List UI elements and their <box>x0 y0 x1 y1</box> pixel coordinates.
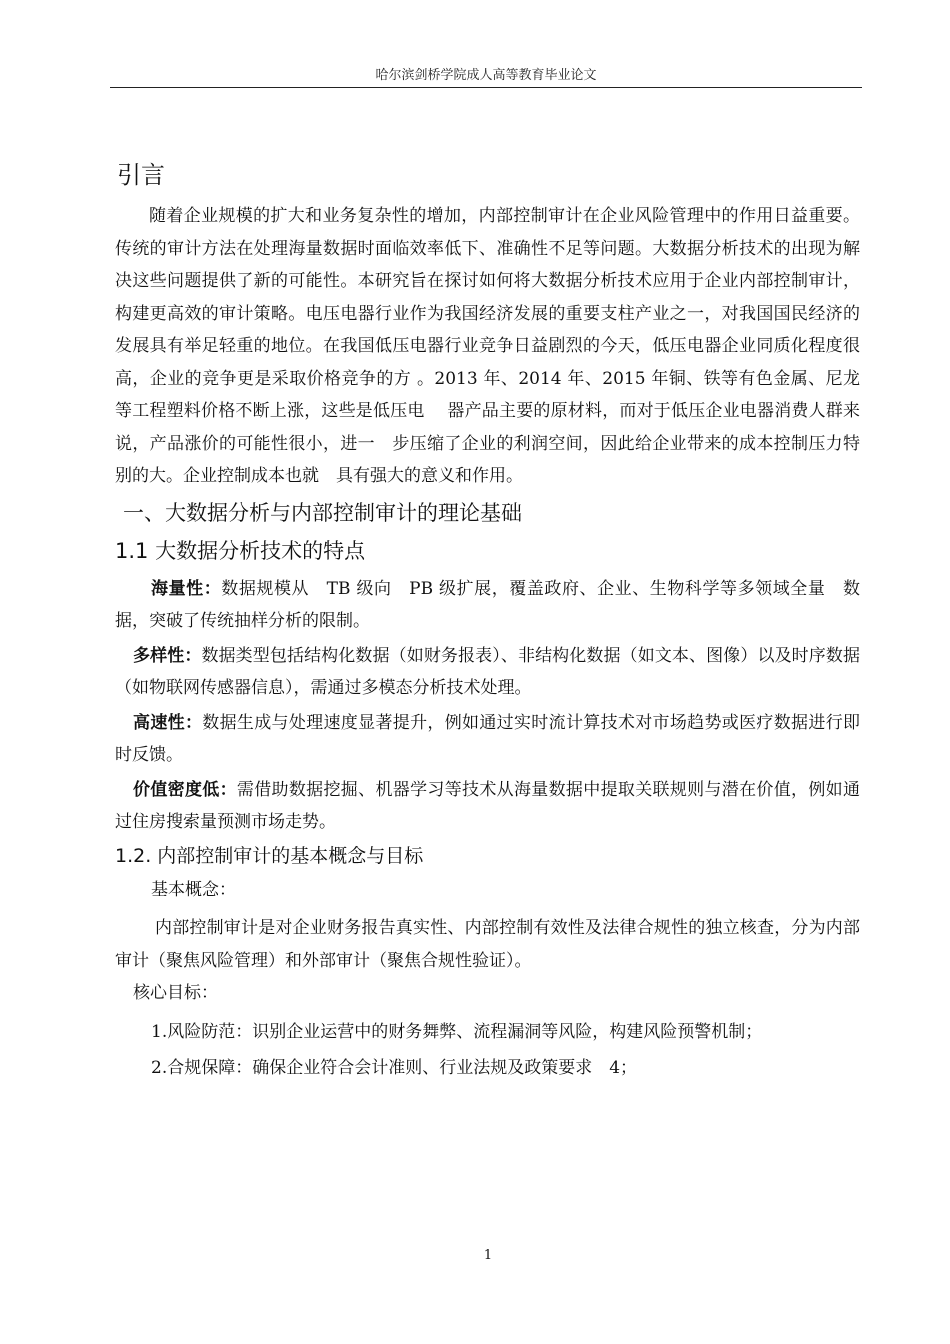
feature-text: 数据类型包括结构化数据（如财务报表）、非结构化数据（如文本、图像）以及时序数据（如物联网传感器信息），需通过多模态分析技术处理。 <box>115 645 861 698</box>
feature-volume <box>115 573 860 638</box>
feature-text: 数据规模从 TB 级向 PB 级扩展，覆盖政府、企业、生物科学等多领域全量 数据，突破了传统抽样分析的限制。 <box>115 578 861 631</box>
running-header: 哈尔滨剑桥学院成人高等教育毕业论文 <box>375 68 597 83</box>
subsection-1-2-title: 1.2. 内部控制审计的基本概念与目标 <box>115 844 424 867</box>
page-number: 1 <box>483 1248 493 1263</box>
intro-paragraph: 随着企业规模的扩大和业务复杂性的增加，内部控制审计在企业风险管理中的作用日益重要。传统的审计方法在处理海量数据时面临效率低下、准确性不足等问题。大数据分析技术的出现为解决这些问题提供了新的可能性。本研究旨在探讨如何将大数据分析技术应用于企业内部控制审计，构建更高效的审计策略。电压电器行业作为我国经济发展的重要支柱产业之一，对我国国民经济的发展具有举足轻重的地位。在我国低压电器行业竞争日益剧烈的今天，低压电器企业同质化程度很高，企业的竞争更是采取价格竞争的方 。2013 年、2014 年、2015 年铜、铁等有色金属、尼龙等工程塑料价格不断上涨，这些是低压电 器产品主要的原材料，而对于低压企业电器消费人群来说，产品涨价的可能性很小，进一 步压缩了企业的利润空间，因此给企业带来的成本控制压力特别的大。企业控制成本也就 具有强大的意义和作用。 <box>115 206 860 486</box>
feature-label: 价值密度低： <box>133 779 237 800</box>
core-goals-label: 核心目标： <box>133 983 218 1003</box>
feature-label: 高速性： <box>133 712 203 733</box>
feature-velocity <box>115 707 860 772</box>
subsection-1-1-title: 1.1 大数据分析技术的特点 <box>115 538 366 563</box>
feature-label: 多样性： <box>133 645 202 666</box>
feature-variety <box>115 640 860 705</box>
goal-item: 1.风险防范：识别企业运营中的财务舞弊、流程漏洞等风险，构建风险预警机制； <box>151 1021 763 1042</box>
feature-text: 数据生成与处理速度显著提升，例如通过实时流计算技术对市场趋势或医疗数据进行即时反馈。 <box>115 712 861 765</box>
header-rule <box>110 87 862 88</box>
feature-label: 海量性： <box>151 578 222 599</box>
definition-paragraph: 内部控制审计是对企业财务报告真实性、内部控制有效性及法律合规性的独立核查，分为内部审计（聚焦风险管理）和外部审计（聚焦合规性验证）。 <box>115 918 860 971</box>
feature-value <box>115 774 860 839</box>
page-content <box>115 155 860 1089</box>
section1-title: 一、大数据分析与内部控制审计的理论基础 <box>123 500 522 525</box>
intro-title: 引言 <box>117 161 165 189</box>
feature-text: 需借助数据挖掘、机器学习等技术从海量数据中提取关联规则与潜在价值，例如通过住房搜索量预测市场走势。 <box>115 779 861 832</box>
basic-concept-label: 基本概念： <box>151 879 236 900</box>
goal-item: 2.合规保障：确保企业符合会计准则、行业法规及政策要求 4； <box>151 1058 638 1078</box>
